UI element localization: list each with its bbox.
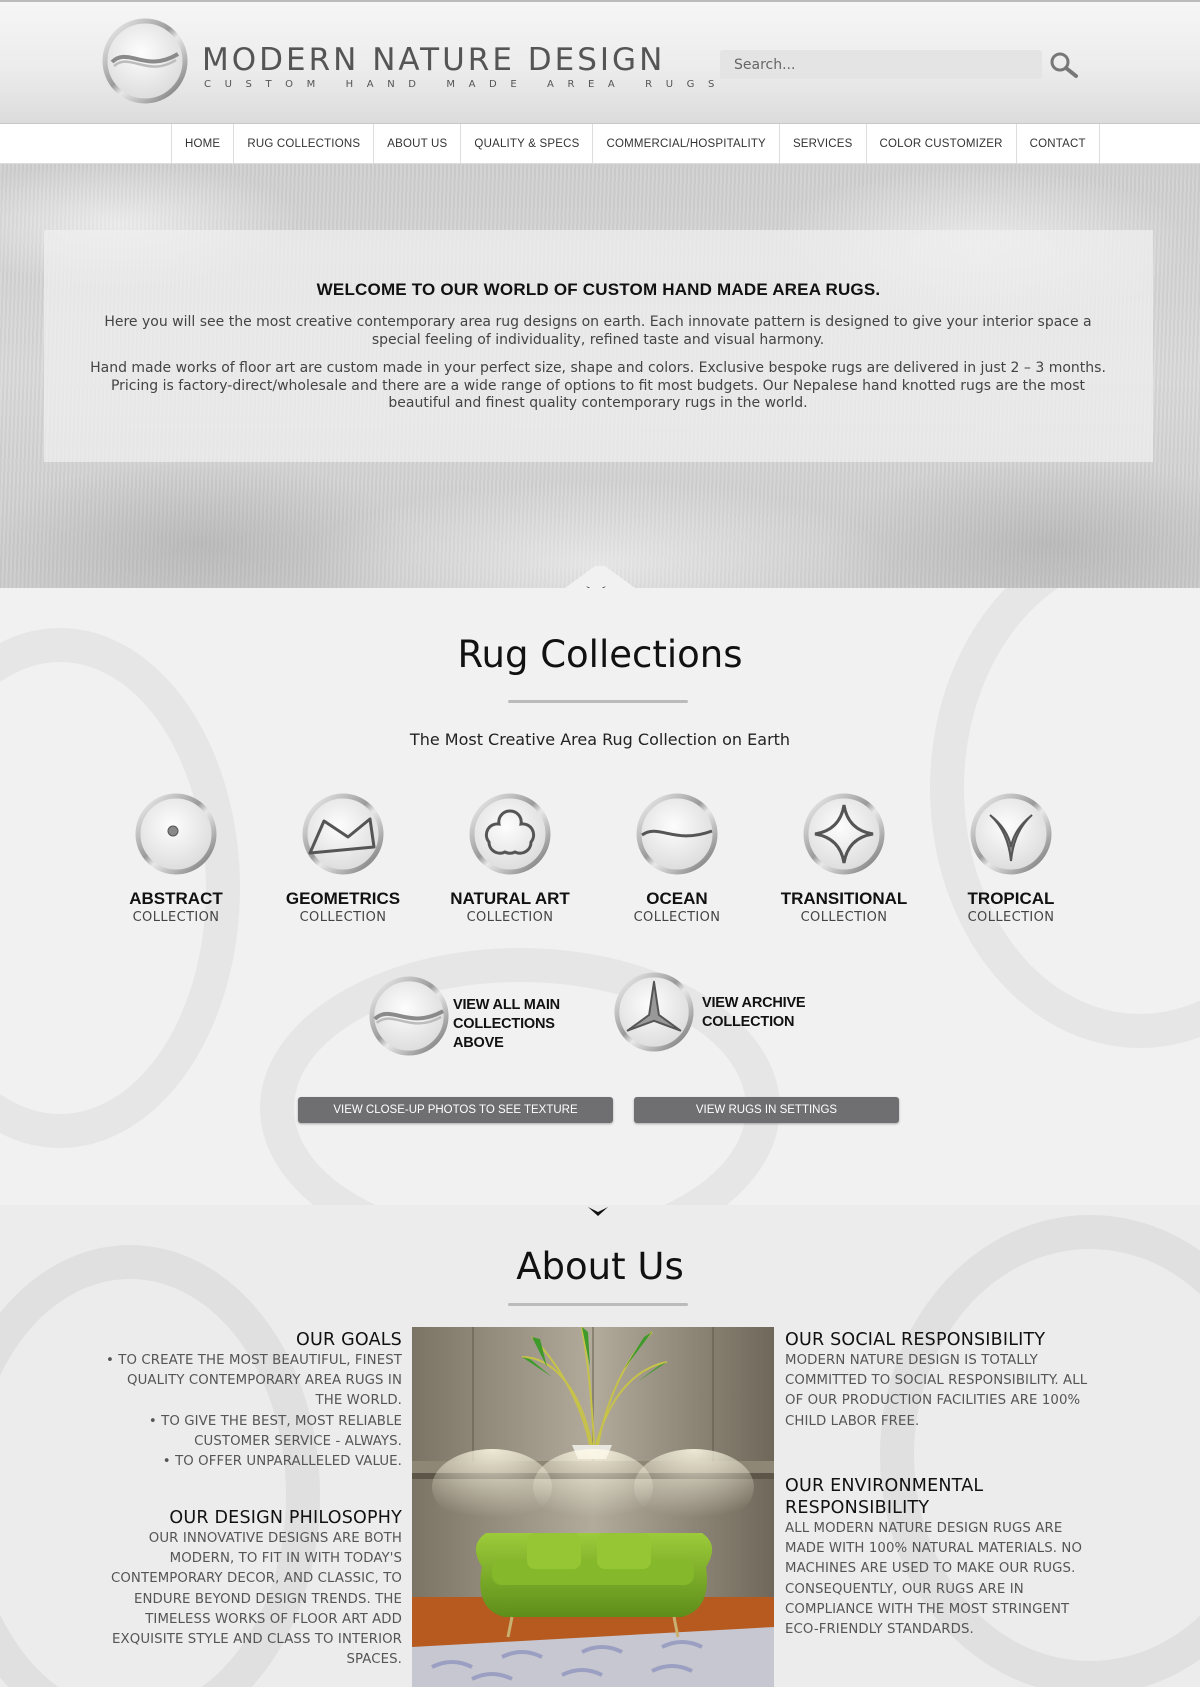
view-archive-line: COLLECTION (702, 1014, 795, 1030)
tri-arrow-icon (612, 970, 696, 1054)
rug-collections-section (0, 588, 1200, 1205)
about-us-section (0, 1205, 1200, 1687)
goals-item: • TO GIVE THE BEST, MOST RELIABLE CUSTOMER SERVICE - ALWAYS. (148, 1413, 402, 1449)
nav-item-contact[interactable]: CONTACT (1017, 124, 1100, 164)
goals-block (100, 1329, 402, 1472)
collection-natural-art[interactable] (435, 791, 585, 925)
environmental-text: ALL MODERN NATURE DESIGN RUGS ARE MADE WITH 100% NATURAL MATERIALS. NO MACHINES ARE USED TO MAKE OUR RUGS. CONSEQUENTLY, OUR RUGS ARE IN COMPLIANCE WITH THE MOST STRINGENT ECO-FRIENDLY STANDARDS. (785, 1521, 1083, 1638)
view-all-line: VIEW ALL MAIN (453, 997, 560, 1013)
goals-item: • TO OFFER UNPARALLELED VALUE. (162, 1454, 402, 1470)
philosophy-block (100, 1507, 402, 1670)
nav-item-quality-specs[interactable]: QUALITY & SPECS (461, 124, 593, 164)
view-archive-collection-link[interactable] (612, 970, 832, 1060)
view-archive-label (702, 994, 805, 1032)
hero-paragraph-2: Hand made works of floor art are custom made in your perfect size, shape and colors. Exclusive bespoke rugs are delivered in just 2 – 3 months. Pricing is factory-direct/wholesale and there are a wide range of options to fit most budgets. Our Nepalese hand knotted rugs are the most beautiful and finest quality contemporary rugs in the world. (90, 360, 1106, 411)
nav-item-commercial[interactable]: COMMERCIAL/HOSPITALITY (593, 124, 779, 164)
nav-item-rug-collections[interactable]: RUG COLLECTIONS (234, 124, 374, 164)
social-block (785, 1329, 1095, 1432)
collection-label: COLLECTION (800, 910, 888, 925)
leaf-icon (968, 791, 1054, 877)
collection-label: COLLECTION (132, 910, 220, 925)
dot-icon (133, 791, 219, 877)
view-archive-line: VIEW ARCHIVE (702, 995, 806, 1011)
chevron-down-icon[interactable] (587, 1206, 609, 1218)
collection-label: COLLECTION (466, 910, 554, 925)
collection-name: GEOMETRICS (285, 889, 401, 908)
hero-title: WELCOME TO OUR WORLD OF CUSTOM HAND MADE AREA RUGS. (316, 280, 881, 299)
collection-label: COLLECTION (299, 910, 387, 925)
logo-title: MODERN NATURE DESIGN (202, 42, 666, 78)
collection-transitional[interactable] (769, 791, 919, 925)
collections-title: Rug Collections (457, 633, 743, 676)
search-input[interactable] (720, 50, 1042, 79)
logo-subtitle: CUSTOM HAND MADE AREA RUGS (204, 79, 728, 90)
view-all-line: COLLECTIONS (453, 1016, 555, 1032)
view-all-label (453, 996, 560, 1053)
collection-name: OCEAN (646, 889, 708, 908)
logo-wave-icon (100, 16, 190, 106)
hero-paragraph-1: Here you will see the most creative contemporary area rug designs on earth. Each innovate pattern is designed to give your interior space a special feeling of individuality, refined taste and visual harmony. (104, 314, 1092, 348)
view-all-collections-link[interactable] (367, 974, 587, 1064)
star-icon (801, 791, 887, 877)
interior-sofa-image (412, 1327, 774, 1687)
collection-label: COLLECTION (633, 910, 721, 925)
hero-textbox (44, 230, 1153, 462)
view-all-line: ABOVE (453, 1035, 504, 1051)
nav-item-about-us[interactable]: ABOUT US (374, 124, 461, 164)
goals-item: • TO CREATE THE MOST BEAUTIFUL, FINEST QUALITY CONTEMPORARY AREA RUGS IN THE WORLD. (105, 1353, 402, 1409)
social-heading: OUR SOCIAL RESPONSIBILITY (785, 1330, 1046, 1350)
hero-banner (0, 164, 1200, 588)
environmental-heading: OUR ENVIRONMENTAL RESPONSIBILITY (785, 1476, 984, 1518)
collection-geometrics[interactable] (268, 791, 418, 925)
site-logo[interactable] (100, 16, 728, 108)
social-text: MODERN NATURE DESIGN IS TOTALLY COMMITTED TO SOCIAL RESPONSIBILITY. ALL OF OUR PRODUCTION FACILITIES ARE 100% CHILD LABOR FREE. (785, 1353, 1088, 1429)
about-title: About Us (516, 1245, 684, 1288)
collection-name: TROPICAL (967, 889, 1055, 908)
collection-label: COLLECTION (967, 910, 1055, 925)
collection-tropical[interactable] (936, 791, 1086, 925)
wave-logo-icon (367, 974, 451, 1058)
collection-ocean[interactable] (602, 791, 752, 925)
nav-item-services[interactable]: SERVICES (780, 124, 867, 164)
magnifier-icon[interactable] (1048, 50, 1080, 82)
title-underline (508, 1303, 688, 1306)
zigzag-icon (300, 791, 386, 877)
quatrefoil-icon (467, 791, 553, 877)
rugs-in-settings-button[interactable]: VIEW RUGS IN SETTINGS (634, 1097, 899, 1123)
environmental-block (785, 1475, 1095, 1640)
collection-name: TRANSITIONAL (780, 889, 908, 908)
collections-subtitle: The Most Creative Area Rug Collection on Earth (409, 730, 791, 749)
collection-name: NATURAL ART (450, 889, 570, 908)
closeup-photos-button[interactable]: VIEW CLOSE-UP PHOTOS TO SEE TEXTURE (298, 1097, 613, 1123)
section-notch (0, 558, 1200, 588)
title-underline (508, 700, 688, 703)
main-nav (0, 124, 1200, 164)
collection-abstract[interactable] (101, 791, 251, 925)
collection-name: ABSTRACT (129, 889, 223, 908)
wave-icon (634, 791, 720, 877)
philosophy-text: OUR INNOVATIVE DESIGNS ARE BOTH MODERN, TO FIT IN WITH TODAY'S CONTEMPORARY DECOR, AND CLASSIC, TO ENDURE BEYOND DESIGN TRENDS. THE TIMELESS WORKS OF FLOOR ART ADD EXQUISITE STYLE AND CLASS TO INTERIOR SPACES. (110, 1531, 402, 1668)
nav-item-home[interactable]: HOME (172, 124, 234, 164)
goals-heading: OUR GOALS (296, 1330, 402, 1350)
philosophy-heading: OUR DESIGN PHILOSOPHY (169, 1508, 402, 1528)
site-header (0, 0, 1200, 124)
nav-item-color-customizer[interactable]: COLOR CUSTOMIZER (867, 124, 1017, 164)
